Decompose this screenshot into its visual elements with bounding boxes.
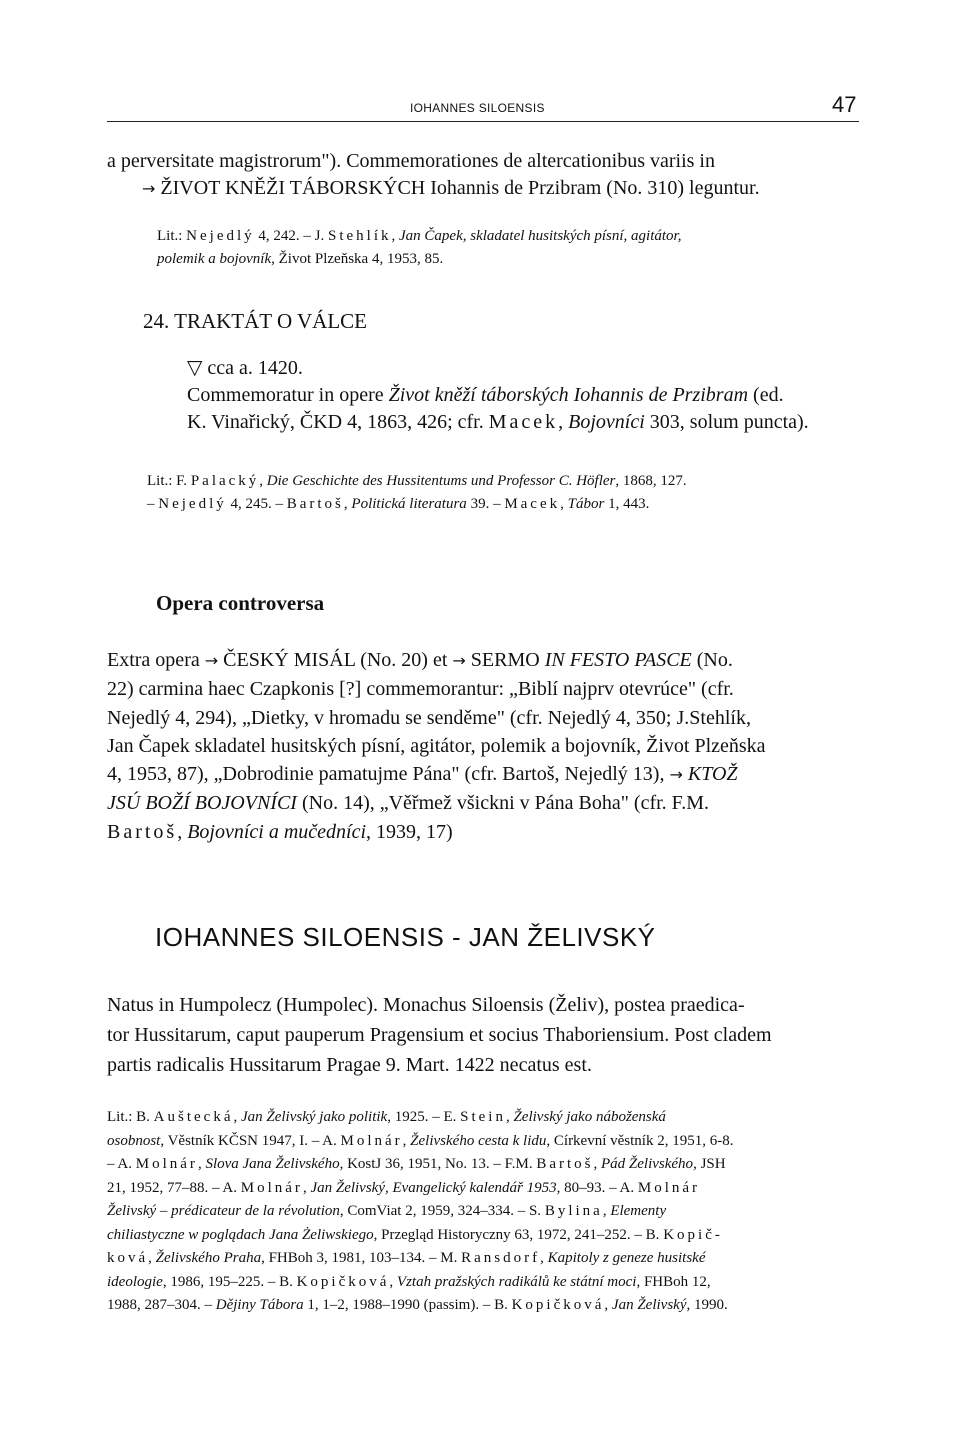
text-span: Jan Čapek skladatel husitských písní, agitátor, polemik a bojovník, Život Plzeňska	[107, 734, 766, 757]
arrow-icon: →	[669, 765, 683, 785]
title-italic: Jan Želivský	[611, 1297, 687, 1313]
literature-note	[107, 225, 859, 271]
text-span: ,	[402, 1132, 411, 1149]
text-line	[107, 148, 859, 175]
arrow-icon: →	[452, 651, 466, 670]
note-line	[107, 1294, 859, 1318]
note-line	[107, 1130, 859, 1154]
text-span: ,	[343, 496, 352, 512]
text-span: 39. –	[466, 496, 505, 512]
author-name: Nejedlý	[158, 496, 227, 512]
title-italic: osobnost	[107, 1132, 161, 1149]
author-name: Bartoš	[286, 496, 344, 512]
title-italic: Želivský – prédicateur de la révolution	[107, 1203, 340, 1219]
text-span: 1988, 287–304. –	[107, 1297, 216, 1313]
note-line	[107, 1106, 859, 1130]
text-span: Nejedlý 4, 294), „Dietky, v hromadu se senděme" (cfr. Nejedlý 4, 350; J.Stehlík,	[107, 706, 751, 729]
text-line: partis radicalis Hussitarum Pragae 9. Mart. 1422 necatus est.	[107, 1054, 592, 1076]
text-span: 4, 1953, 87), „Dobrodinie pamatujme Pána" (cfr. Bartoš, Nejedlý 13),	[107, 763, 670, 786]
title-italic: polemik a bojovník	[157, 251, 272, 267]
title-italic: KTOŽ	[687, 763, 738, 786]
title-italic: chiliastyczne w poglądach Jana Żeliwskiego	[107, 1226, 374, 1243]
author-name: Molnár	[637, 1179, 701, 1196]
text-span: ,	[560, 496, 568, 512]
title-italic: JSÚ BOŽÍ BOJOVNÍCI	[107, 792, 297, 815]
text-span: ,	[540, 1250, 548, 1266]
author-name: Molnár	[340, 1132, 403, 1149]
author-name: ková	[107, 1250, 149, 1266]
text-span: Extra opera	[107, 649, 205, 671]
text-line	[107, 760, 859, 789]
note-line	[107, 1224, 859, 1248]
title-italic: ideologie	[107, 1273, 163, 1290]
note-line	[157, 225, 859, 248]
title-italic: Elementy	[610, 1203, 667, 1219]
text-span: ,	[593, 1156, 601, 1172]
text-span: (ed.	[748, 384, 784, 406]
text-span: 4, 242. – J.	[254, 228, 328, 244]
title-italic: Život kněží táborských Iohannis de Przibram	[388, 384, 749, 406]
text-span: , Przegląd Historyczny 63, 1972, 241–252. – B.	[373, 1226, 664, 1243]
text-span: Commemoratur in opere	[187, 384, 389, 406]
title-italic: Jan Čapek, skladatel husitských písní, agitátor,	[399, 228, 682, 244]
author-name: Stehlík	[328, 228, 392, 244]
note-line	[107, 1200, 859, 1224]
note-line	[147, 470, 859, 493]
text-line: Natus in Humpolecz (Humpolec). Monachus Siloensis (Želiv), postea praedica-	[107, 994, 745, 1016]
literature-note	[107, 470, 859, 516]
text-span: SERMO	[465, 649, 545, 671]
text-span: , KostJ 36, 1951, No. 13. – F.M.	[339, 1156, 537, 1172]
text-span: , FHBoh 3, 1981, 103–134. – M.	[261, 1250, 462, 1266]
text-span: ,	[197, 1156, 206, 1172]
title-italic: Bojovníci	[568, 411, 645, 433]
title-italic: Vztah pražských radikálů ke státní moci	[396, 1273, 637, 1290]
author-name: Bartoš	[107, 820, 178, 843]
text-span: , Věstník KČSN 1947, I. – A.	[160, 1132, 341, 1149]
author-name: Molnár	[240, 1179, 303, 1196]
text-span: ,	[259, 473, 267, 489]
text-line	[107, 646, 859, 675]
author-name: Auštecká	[153, 1109, 234, 1125]
text-span: , 1990.	[686, 1297, 728, 1313]
section-body	[107, 354, 859, 436]
text-span: ,	[391, 228, 400, 244]
text-span: 21, 1952, 77–88. – A.	[107, 1179, 241, 1196]
author-name: Kopičková	[296, 1273, 390, 1290]
text-span: ,	[148, 1250, 156, 1266]
text-span: , 1925. – E.	[387, 1109, 461, 1125]
note-line	[147, 493, 859, 516]
text-span: , 80–93. – A.	[556, 1179, 638, 1196]
note-line	[157, 248, 859, 271]
text-span: cca a. 1420.	[202, 357, 303, 379]
text-span: –	[147, 496, 159, 512]
text-line: tor Hussitarum, caput pauperum Pragensium et socius Thaboriensium. Post cladem	[107, 1024, 772, 1046]
text-span: , 1986, 195–225. – B.	[162, 1273, 297, 1290]
text-span: , 1868, 127.	[615, 473, 687, 489]
title-italic: Die Geschichte des Hussitentums und Professor C. Höfler	[266, 473, 616, 489]
text-span: 1, 1–2, 1988–1990 (passim). – B.	[303, 1297, 512, 1313]
author-bio	[107, 990, 859, 1080]
text-span: ,	[604, 1297, 612, 1313]
page-number: 47	[832, 92, 857, 117]
author-name: Palacký	[190, 473, 260, 489]
text-span: ŽIVOT KNĚŽI TÁBORSKÝCH Iohannis de Przibram (No. 310) leguntur.	[155, 177, 760, 199]
text-line	[107, 732, 859, 760]
text-span: 4, 245. –	[226, 496, 287, 512]
text-span: ,	[302, 1179, 311, 1196]
literature-list	[107, 1106, 859, 1318]
text-span: , Život Plzeňska 4, 1953, 85.	[271, 251, 444, 267]
opera-paragraph	[107, 646, 859, 846]
text-line	[107, 818, 859, 846]
lit-label: Lit.:	[157, 228, 187, 244]
title-italic: Politická literatura	[351, 496, 467, 512]
title-italic: Kapitoly z geneze husitské	[547, 1250, 706, 1266]
note-line	[107, 1247, 859, 1271]
text-line	[107, 789, 859, 817]
title-italic: Jan Želivský jako politik	[240, 1109, 388, 1125]
title-italic: Tábor	[567, 496, 605, 512]
text-span: ,	[233, 1109, 241, 1125]
author-name: Bartoš	[536, 1156, 594, 1172]
text-span: Lit.: B.	[107, 1109, 154, 1125]
text-span: 22) carmina haec Czapkonis [?] commemorantur: „Biblí najprv otevrúce" (cfr.	[107, 678, 734, 701]
title-italic: Želivského cesta k lidu	[410, 1132, 547, 1149]
title-italic: IN FESTO PASCE	[544, 649, 692, 671]
text-span: (No. 14), „Věřmež všickni v Pána Boha" (cfr. F.M.	[296, 792, 709, 815]
author-name: Stein	[460, 1109, 506, 1125]
author-name: Nejedlý	[186, 228, 255, 244]
author-name: Kopičková	[511, 1297, 605, 1313]
opera-heading: Opera controversa	[156, 591, 325, 615]
text-span: 303, solum puncta).	[644, 411, 809, 433]
text-span: ,	[389, 1273, 397, 1290]
title-italic: Pád Želivského	[601, 1156, 694, 1172]
author-name: Ransdorf	[461, 1250, 541, 1266]
section-heading: 24. TRAKTÁT O VÁLCE	[143, 309, 368, 333]
text-line	[187, 382, 859, 409]
lit-label: Lit.: F.	[147, 473, 191, 489]
text-line	[107, 675, 859, 703]
arrow-icon: →	[142, 179, 156, 198]
paragraph-continuation	[107, 148, 859, 202]
title-italic: Bojovníci a mučedníci	[187, 820, 367, 843]
title-italic: Jan Želivský, Evangelický kalendář 1953	[310, 1179, 557, 1196]
text-line	[107, 704, 859, 732]
text-span: – A.	[107, 1156, 136, 1172]
text-line	[107, 175, 859, 202]
author-name: Macek	[488, 411, 559, 433]
title-italic: Dějiny Tábora	[215, 1297, 304, 1313]
text-span: , 1939, 17)	[366, 820, 453, 843]
note-line	[107, 1271, 859, 1295]
note-line	[107, 1177, 859, 1201]
text-span: , JSH	[693, 1156, 726, 1172]
author-heading: IOHANNES SILOENSIS - JAN ŽELIVSKÝ	[155, 922, 656, 952]
note-line	[107, 1153, 859, 1177]
text-span: , Církevní věstník 2, 1951, 6-8.	[546, 1132, 734, 1149]
running-title: IOHANNES SILOENSIS	[410, 101, 545, 115]
text-line	[187, 409, 859, 436]
arrow-icon: →	[204, 651, 219, 670]
text-span: ČESKÝ MISÁL (No. 20) et	[218, 649, 453, 671]
title-italic: Slova Jana Želivského	[205, 1156, 340, 1172]
text-span: ,	[177, 820, 188, 843]
title-italic: Želivský jako náboženská	[513, 1109, 666, 1125]
author-name: Macek	[504, 496, 561, 512]
author-name: Bylina	[544, 1203, 603, 1219]
triangle-icon: ▽	[187, 355, 203, 379]
header-rule	[107, 121, 859, 122]
text-span: ,	[602, 1203, 611, 1219]
text-span: K. Vinařický, ČKD 4, 1863, 426; cfr.	[187, 411, 489, 433]
text-span: a perversitate magistrorum"). Commemorationes de altercationibus variis in	[107, 150, 715, 172]
author-name: Kopič-	[663, 1226, 723, 1243]
text-span: (No.	[691, 649, 733, 671]
text-line	[187, 354, 859, 382]
text-span: , ComViat 2, 1959, 324–334. – S.	[339, 1203, 545, 1219]
text-span: ,	[558, 411, 569, 433]
text-span: , FHBoh 12,	[636, 1273, 711, 1290]
text-span: ,	[505, 1109, 514, 1125]
title-italic: Želivského Praha	[155, 1250, 262, 1266]
author-name: Molnár	[135, 1156, 198, 1172]
text-span: 1, 443.	[604, 496, 650, 512]
